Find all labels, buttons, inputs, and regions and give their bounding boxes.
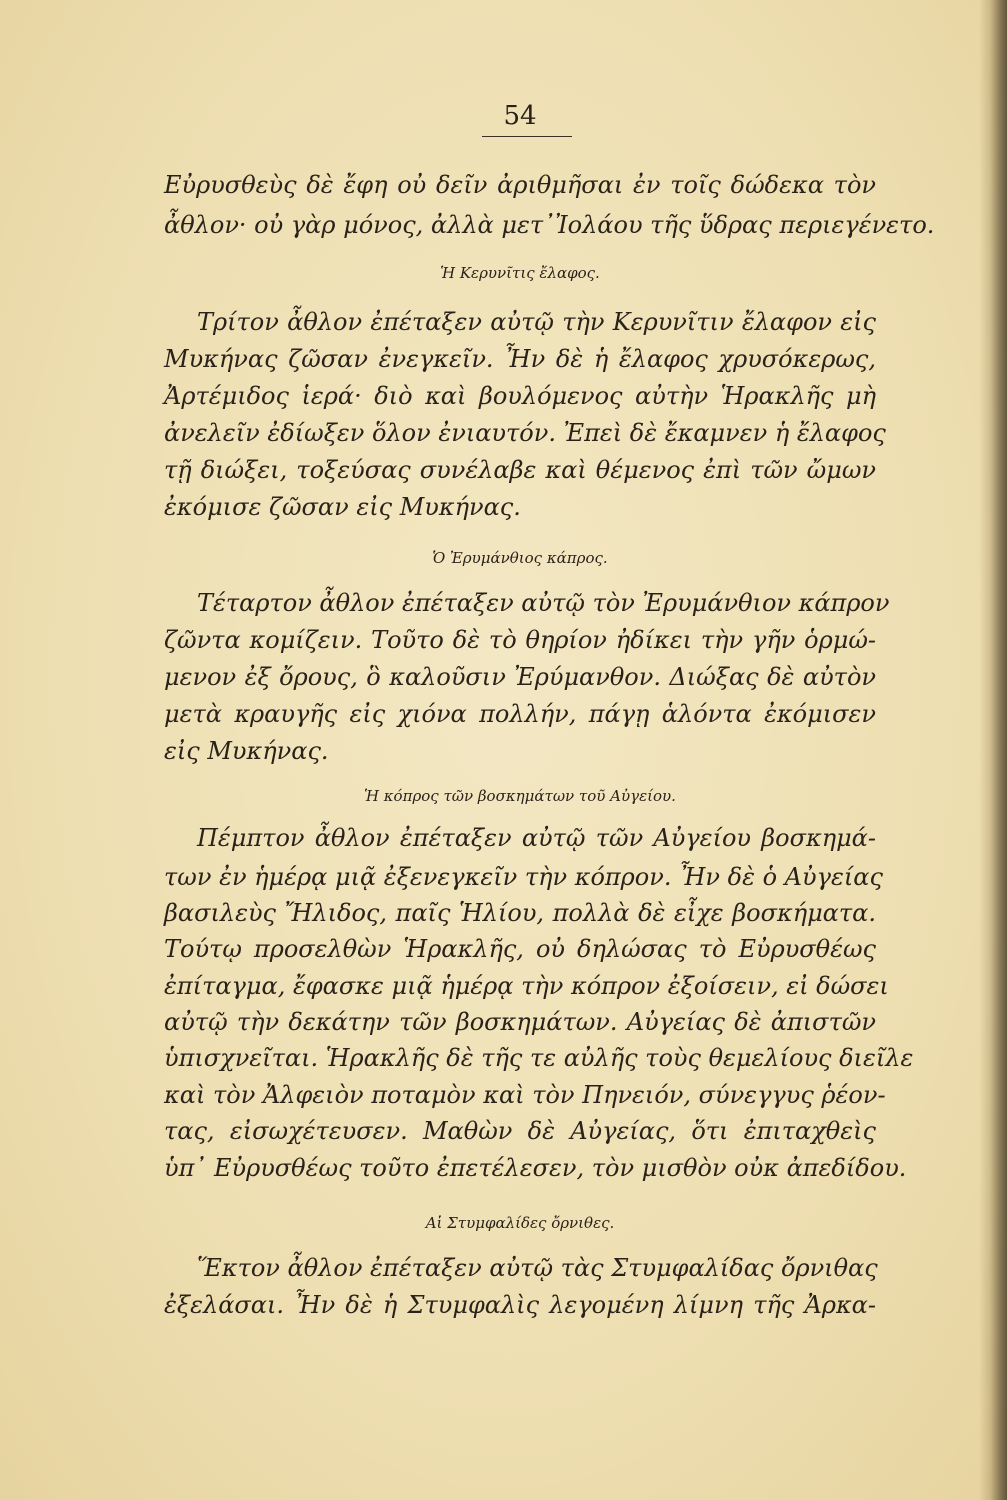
text-line: εἰς Μυκήνας. — [164, 737, 329, 765]
text-line: ὑπισχνεῖται. Ἡρακλῆς δὲ τῆς τε αὐλῆς τοὺς θεμελίους διεῖλε — [164, 1044, 914, 1072]
text-line: ἆθλον· οὐ γὰρ μόνος, ἀλλὰ μετ᾽Ἰολάου τῆς ὕδρας περιεγένετο. — [164, 211, 935, 239]
text-line: ἀνελεῖν ἐδίωξεν ὅλον ἐνιαυτόν. Ἐπεὶ δὲ ἔκαμνεν ἡ ἔλαφος — [164, 419, 886, 447]
text-line: ζῶντα κομίζειν. Τοῦτο δὲ τὸ θηρίον ἠδίκει τὴν γῆν ὁρμώ- — [164, 626, 876, 654]
text-line: καὶ τὸν Ἀλφειὸν ποταμὸν καὶ τὸν Πηνειόν, σύνεγγυς ῥέον- — [164, 1081, 886, 1109]
section-heading-erymanthian: Ὁ Ἐρυμάνθιος κάπρος. — [432, 549, 608, 567]
section-heading-augean: Ἡ κόπρος τῶν βοσκημάτων τοῦ Αὐγείου. — [364, 787, 676, 805]
text-line: ἐξελάσαι. Ἦν δὲ ἡ Στυμφαλὶς λεγομένη λίμνη τῆς Ἀρκα- — [164, 1291, 876, 1319]
text-line: των ἐν ἡμέρᾳ μιᾷ ἐξενεγκεῖν τὴν κόπρον. Ἦν δὲ ὁ Αὐγείας — [164, 863, 883, 891]
text-line: Τρίτον ἆθλον ἐπέταξεν αὐτῷ τὴν Κερυνῖτιν ἔλαφον εἰς — [197, 308, 876, 336]
text-line: τας, εἰσωχέτευσεν. Μαθὼν δὲ Αὐγείας, ὅτι ἐπιταχθεὶς — [164, 1117, 876, 1145]
text-line: ὑπ᾽ Εὐρυσθέως τοῦτο ἐπετέλεσεν, τὸν μισθὸν οὐκ ἀπεδίδου. — [164, 1154, 907, 1182]
text-line: Ἕκτον ἆθλον ἐπέταξεν αὐτῷ τὰς Στυμφαλίδας ὄρνιθας — [197, 1254, 878, 1282]
text-line: Τούτῳ προσελθὼν Ἡρακλῆς, οὐ δηλώσας τὸ Εὐρυσθέως — [164, 935, 876, 963]
page-number: 54 — [503, 101, 537, 131]
page-number-rule — [482, 136, 572, 137]
text-line: τῇ διώξει, τοξεύσας συνέλαβε καὶ θέμενος ἐπὶ τῶν ὤμων — [164, 456, 876, 484]
text-line: Ἀρτέμιδος ἱερά· διὸ καὶ βουλόμενος αὐτὴν Ἡρακλῆς μὴ — [164, 382, 876, 410]
text-line: αὐτῷ τὴν δεκάτην τῶν βοσκημάτων. Αὐγείας δὲ ἀπιστῶν — [164, 1008, 876, 1036]
text-line: βασιλεὺς Ἤλιδος, παῖς Ἡλίου, πολλὰ δὲ εἶχε βοσκήματα. — [164, 899, 876, 927]
text-line: Εὐρυσθεὺς δὲ ἔφη οὐ δεῖν ἀριθμῆσαι ἐν τοῖς δώδεκα τὸν — [164, 171, 876, 199]
text-line: ἐπίταγμα, ἔφασκε μιᾷ ἡμέρᾳ τὴν κόπρον ἐξοίσειν, εἰ δώσει — [164, 972, 889, 1000]
page-binding-shadow — [979, 0, 1007, 1500]
section-heading-kerynitis: Ἡ Κερυνῖτις ἔλαφος. — [440, 264, 600, 282]
section-heading-stymphalian: Αἱ Στυμφαλίδες ὄρνιθες. — [425, 1214, 615, 1232]
text-line: Πέμπτον ἆθλον ἐπέταξεν αὐτῷ τῶν Αὐγείου βοσκημά- — [197, 824, 876, 852]
text-line: Μυκήνας ζῶσαν ἐνεγκεῖν. Ἦν δὲ ἡ ἔλαφος χρυσόκερως, — [164, 345, 876, 373]
text-line: Τέταρτον ἆθλον ἐπέταξεν αὐτῷ τὸν Ἐρυμάνθιον κάπρον — [197, 589, 890, 617]
text-line: μετὰ κραυγῆς εἰς χιόνα πολλήν, πάγῃ ἁλόντα ἐκόμισεν — [164, 700, 876, 728]
text-line: ἐκόμισε ζῶσαν εἰς Μυκήνας. — [164, 493, 521, 521]
text-line: μενον ἐξ ὄρους, ὃ καλοῦσιν Ἐρύμανθον. Διώξας δὲ αὐτὸν — [164, 663, 876, 691]
